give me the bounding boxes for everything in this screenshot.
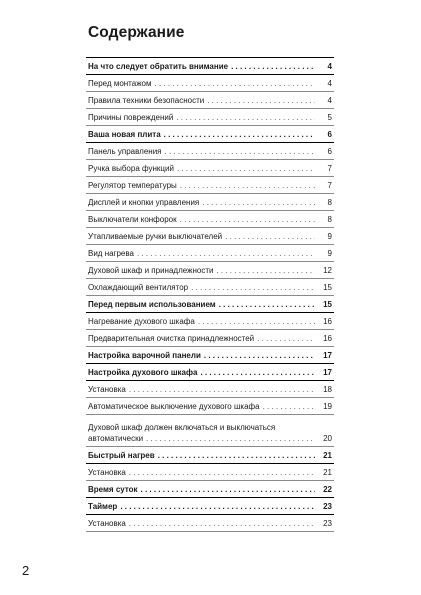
toc-entry-label: Автоматическое выключение духового шкафа — [88, 401, 260, 411]
toc-entry — [86, 194, 334, 211]
toc-entry — [86, 211, 334, 228]
toc-entry-label: Время суток — [88, 484, 138, 494]
toc-entry-label: Вид нагрева — [88, 248, 134, 258]
toc-entry — [86, 245, 334, 262]
toc-entry-label: Духовой шкаф должен включаться и выключаться — [88, 422, 276, 432]
toc-entry — [86, 364, 334, 381]
toc-leader-dots — [158, 451, 315, 460]
toc-entry-label: Нагревание духового шкафа — [88, 316, 195, 326]
toc-entry — [86, 279, 334, 296]
toc-leader-dots — [155, 79, 315, 88]
toc-entry — [86, 415, 334, 447]
toc-page-number: 6 — [327, 129, 332, 139]
toc-entry-label: Перед первым использованием — [88, 299, 216, 309]
toc-page-number: 21 — [323, 467, 332, 477]
toc-entry-label: Настройка варочной панели — [88, 350, 201, 360]
toc-page-number: 4 — [327, 78, 332, 88]
toc-leader-dots — [257, 334, 315, 343]
toc-entry — [86, 75, 334, 92]
toc-entry — [86, 347, 334, 364]
toc-entry-label: Утапливаемые ручки выключателей — [88, 231, 223, 241]
toc-entry — [86, 481, 334, 498]
toc-page-number: 21 — [323, 450, 332, 460]
toc-page-number: 17 — [323, 367, 332, 377]
toc-entry-label: Причины повреждений — [88, 112, 174, 122]
toc-entry — [86, 498, 334, 515]
toc-page-number: 9 — [327, 248, 332, 258]
toc-leader-dots — [129, 468, 315, 477]
toc-entry-label: Ручка выбора функций — [88, 163, 174, 173]
toc-page-number: 15 — [323, 299, 332, 309]
toc-leader-dots — [200, 368, 315, 377]
toc-leader-dots — [204, 351, 315, 360]
toc-entry — [86, 160, 334, 177]
toc-page-number: 23 — [323, 518, 332, 528]
toc-entry — [86, 381, 334, 398]
page-title: Содержание — [88, 24, 185, 41]
toc-leader-dots — [146, 434, 315, 443]
toc-entry — [86, 313, 334, 330]
toc-leader-dots — [231, 62, 315, 71]
toc-page-number: 22 — [323, 484, 332, 494]
toc-entry — [86, 464, 334, 481]
toc-leader-dots — [141, 485, 315, 494]
toc-leader-dots — [198, 317, 315, 326]
table-of-contents — [86, 57, 334, 532]
toc-leader-dots — [137, 249, 315, 258]
toc-page-number: 12 — [323, 265, 332, 275]
toc-leader-dots — [120, 502, 315, 511]
toc-entry — [86, 515, 334, 532]
toc-entry — [86, 177, 334, 194]
toc-page-number: 23 — [323, 501, 332, 511]
toc-entry-label: Установка — [88, 384, 126, 394]
toc-entry — [86, 58, 334, 75]
toc-page-number: 17 — [323, 350, 332, 360]
toc-entry-label: Правила техники безопасности — [88, 95, 205, 105]
toc-page-number: 20 — [323, 433, 332, 443]
toc-leader-dots — [216, 266, 315, 275]
toc-leader-dots — [176, 113, 315, 122]
toc-entry-label-continued: автоматически — [88, 433, 144, 443]
toc-page-number: 4 — [327, 95, 332, 105]
toc-leader-dots — [202, 198, 315, 207]
toc-entry — [86, 447, 334, 464]
toc-leader-dots — [129, 385, 315, 394]
toc-page-number: 8 — [327, 214, 332, 224]
toc-page-number: 6 — [327, 146, 332, 156]
toc-entry-label: Установка — [88, 467, 126, 477]
toc-entry-label: Панель управления — [88, 146, 162, 156]
toc-entry — [86, 143, 334, 160]
toc-page-number: 19 — [323, 401, 332, 411]
toc-page-number: 16 — [323, 316, 332, 326]
toc-entry-label: Духовой шкаф и принадлежности — [88, 265, 214, 275]
toc-entry-label: Ваша новая плита — [88, 129, 161, 139]
toc-leader-dots — [177, 164, 315, 173]
toc-page-number: 7 — [327, 180, 332, 190]
toc-leader-dots — [180, 215, 315, 224]
toc-entry-label: Выключатели конфорок — [88, 214, 177, 224]
toc-entry-label: Установка — [88, 518, 126, 528]
toc-entry — [86, 92, 334, 109]
toc-entry — [86, 398, 334, 415]
toc-entry-label: На что следует обратить внимание — [88, 61, 229, 71]
toc-entry-label: Настройка духового шкафа — [88, 367, 198, 377]
toc-entry-label: Предварительная очистка принадлежностей — [88, 333, 255, 343]
toc-entry — [86, 296, 334, 313]
toc-entry — [86, 228, 334, 245]
toc-leader-dots — [207, 96, 315, 105]
toc-page-number: 18 — [323, 384, 332, 394]
toc-leader-dots — [219, 300, 315, 309]
toc-entry-label: Таймер — [88, 501, 118, 511]
toc-entry — [86, 262, 334, 279]
toc-leader-dots — [263, 402, 315, 411]
toc-leader-dots — [165, 147, 316, 156]
toc-page-number: 7 — [327, 163, 332, 173]
toc-entry — [86, 109, 334, 126]
toc-page-number: 5 — [327, 112, 332, 122]
toc-page-number: 15 — [323, 282, 332, 292]
toc-leader-dots — [164, 130, 315, 139]
toc-leader-dots — [225, 232, 315, 241]
toc-leader-dots — [180, 181, 315, 190]
toc-entry — [86, 330, 334, 347]
toc-page-number: 8 — [327, 197, 332, 207]
toc-leader-dots — [129, 519, 315, 528]
toc-entry-label: Дисплей и кнопки управления — [88, 197, 200, 207]
toc-page-number: 16 — [323, 333, 332, 343]
page-number: 2 — [22, 563, 30, 578]
toc-entry-label: Перед монтажом — [88, 78, 152, 88]
toc-entry-label: Охлаждающий вентилятор — [88, 282, 189, 292]
toc-entry-label: Быстрый нагрев — [88, 450, 155, 460]
toc-entry-label: Регулятор температуры — [88, 180, 177, 190]
toc-entry — [86, 126, 334, 143]
toc-leader-dots — [191, 283, 315, 292]
toc-page-number: 4 — [327, 61, 332, 71]
toc-page-number: 9 — [327, 231, 332, 241]
